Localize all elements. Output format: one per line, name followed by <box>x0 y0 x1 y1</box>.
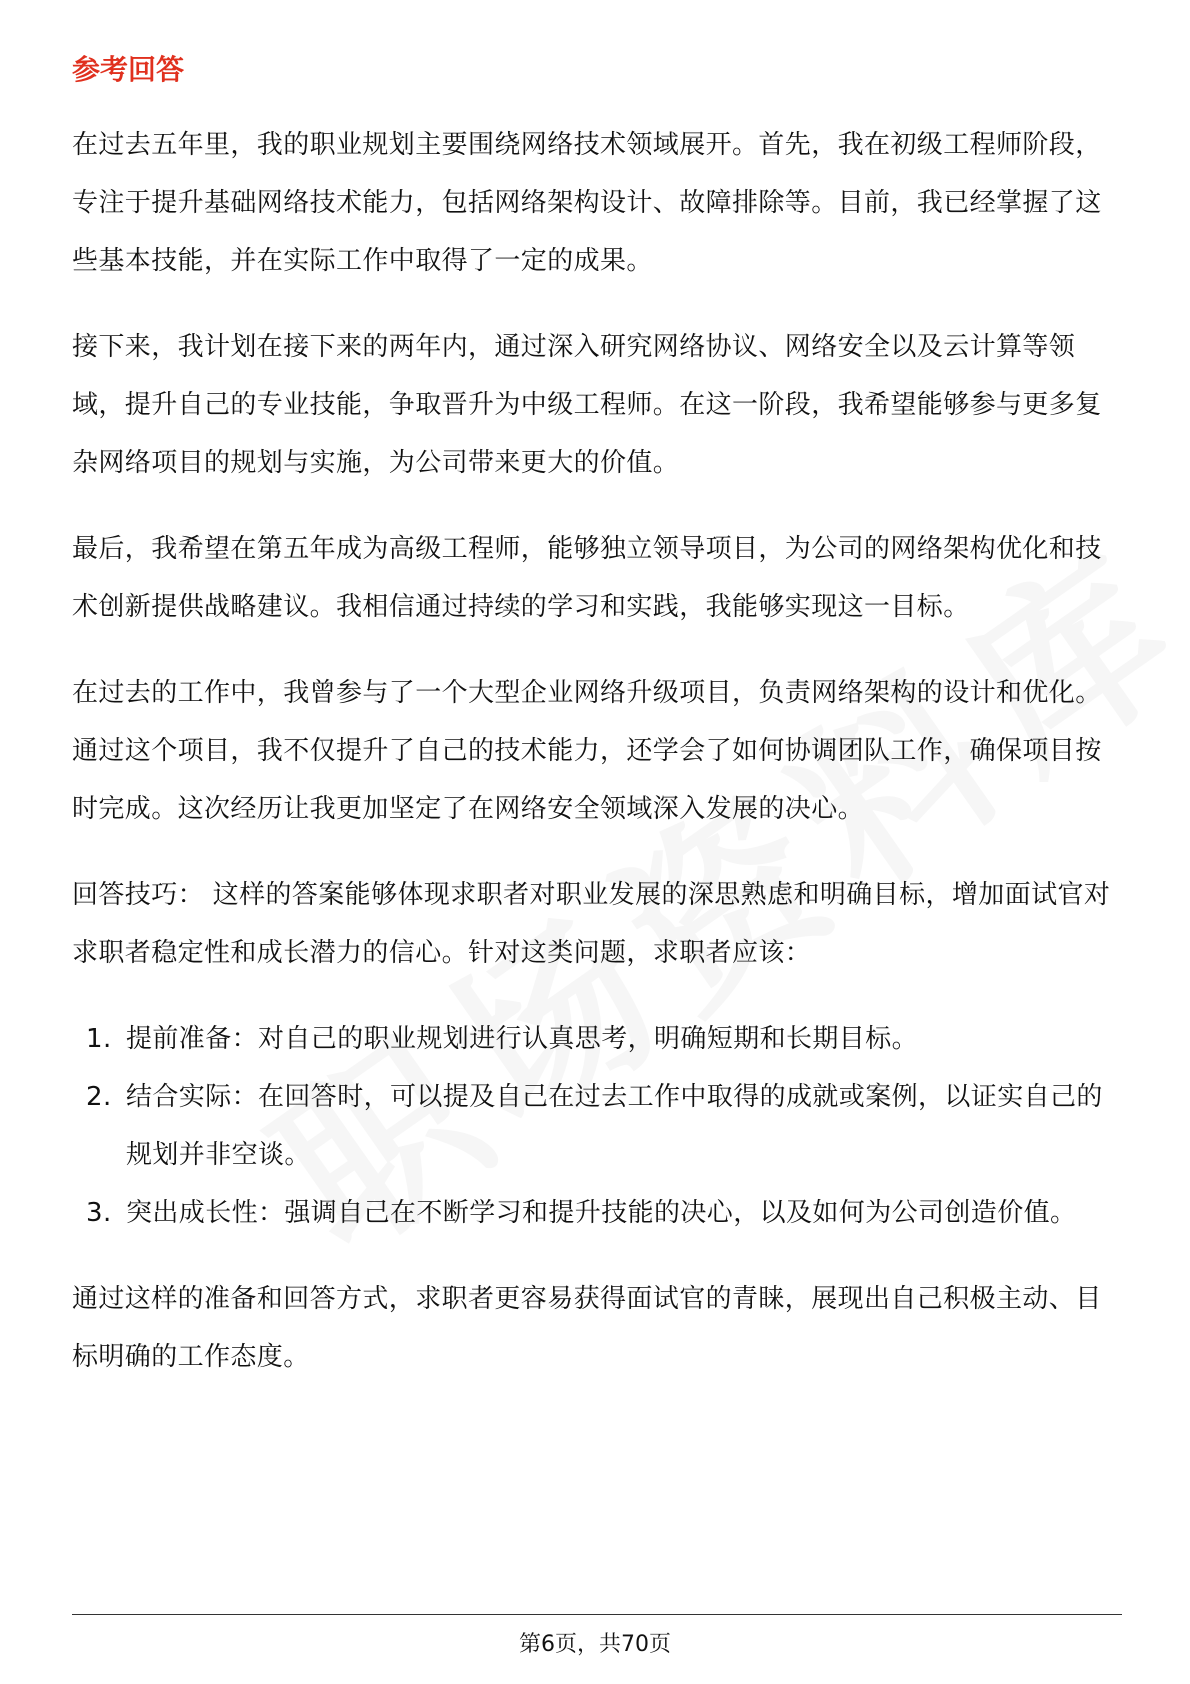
answer-paragraph-2: 接下来，我计划在接下来的两年内，通过深入研究网络协议、网络安全以及云计算等领域，提升自己的专业技能，争取晋升为中级工程师。在这一阶段，我希望能够参与更多复杂网络项目的规划与实施，为公司带来更大的价值。 <box>72 332 1102 478</box>
document-page <box>72 50 1122 1414</box>
answer-paragraph-1: 在过去五年里，我的职业规划主要围绕网络技术领域展开。首先，我在初级工程师阶段，专注于提升基础网络技术能力，包括网络架构设计、故障排除等。目前，我已经掌握了这些基本技能，并在实际工作中取得了一定的成果。 <box>72 130 1102 276</box>
page-number: 第6页，共70页 <box>519 1632 671 1657</box>
list-item-number: 3. <box>86 1198 112 1228</box>
answer-paragraph-3: 最后，我希望在第五年成为高级工程师，能够独立领导项目，为公司的网络架构优化和技术创新提供战略建议。我相信通过持续的学习和实践，我能够实现这一目标。 <box>72 534 1102 622</box>
list-item-text: 提前准备：对自己的职业规划进行认真思考，明确短期和长期目标。 <box>126 1024 919 1054</box>
list-item-number: 1. <box>86 1024 112 1054</box>
list-item <box>72 1184 1122 1242</box>
tips-list <box>72 1010 1122 1242</box>
answer-paragraph-4: 在过去的工作中，我曾参与了一个大型企业网络升级项目，负责网络架构的设计和优化。通过这个项目，我不仅提升了自己的技术能力，还学会了如何协调团队工作，确保项目按时完成。这次经历让我更加坚定了在网络安全领域深入发展的决心。 <box>72 678 1102 824</box>
section-heading: 参考回答 <box>72 53 185 86</box>
list-item <box>72 1010 1122 1068</box>
list-item <box>72 1068 1122 1184</box>
list-item-text: 结合实际：在回答时，可以提及自己在过去工作中取得的成就或案例，以证实自己的规划并非空谈。 <box>126 1082 1103 1170</box>
list-item-number: 2. <box>86 1082 112 1112</box>
list-item-text: 突出成长性：强调自己在不断学习和提升技能的决心，以及如何为公司创造价值。 <box>126 1198 1077 1228</box>
tips-intro-paragraph: 回答技巧： 这样的答案能够体现求职者对职业发展的深思熟虑和明确目标，增加面试官对求职者稳定性和成长潜力的信心。针对这类问题，求职者应该： <box>72 880 1111 968</box>
footer-divider <box>72 1614 1122 1615</box>
closing-paragraph: 通过这样的准备和回答方式，求职者更容易获得面试官的青睐，展现出自己积极主动、目标明确的工作态度。 <box>72 1284 1102 1372</box>
